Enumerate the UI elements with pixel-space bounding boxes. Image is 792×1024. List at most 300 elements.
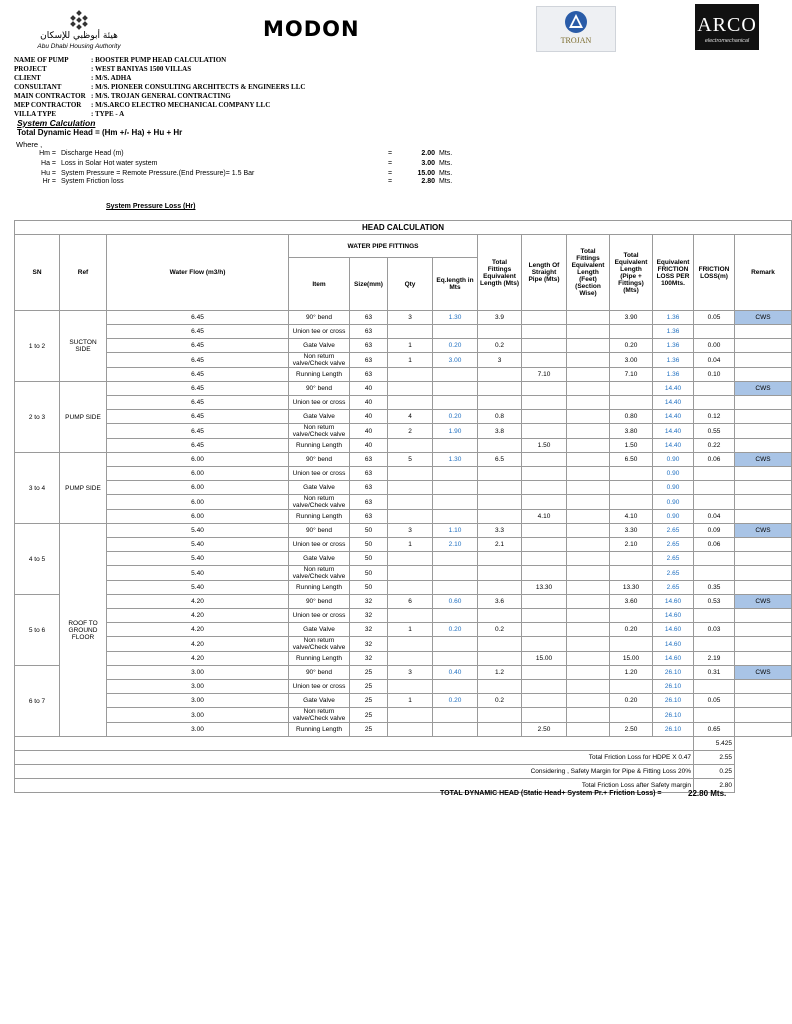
cell-size: 32 [350,652,388,666]
cell-total-fittings-feet [567,353,610,368]
cell-friction-loss: 0.09 [694,524,735,538]
cell-qty [388,609,433,623]
table-body [15,311,792,793]
cell-eq-length [433,566,478,581]
cell-size: 63 [350,481,388,495]
cell-total-fittings-feet [567,609,610,623]
cell-eq-length: 0.20 [433,694,478,708]
cell-qty: 4 [388,410,433,424]
cell-friction-per-100: 26.10 [653,680,694,694]
cell-size: 25 [350,708,388,723]
cell-total-eq-length: 1.20 [610,666,653,680]
cell-friction-loss [694,637,735,652]
cell-sn: 4 to 5 [15,524,60,595]
cell-remark: CWS [735,524,792,538]
info-row [14,56,305,65]
term-symbol: Hu = [41,170,56,177]
cell-friction-loss: 0.04 [694,510,735,524]
cell-friction-loss [694,325,735,339]
cell-water-flow: 6.45 [107,382,289,396]
cell-ref: PUMP SIDE [60,453,107,524]
info-value: : M/S. PIONEER CONSULTING ARCHITECTS & ENGINEERS LLC [91,83,306,91]
table-title: HEAD CALCULATION [15,221,792,235]
cell-qty: 3 [388,666,433,680]
cell-size: 32 [350,609,388,623]
cell-size: 40 [350,396,388,410]
info-key: NAME OF PUMP [14,56,69,64]
info-row [14,74,305,83]
cell-total-fittings-eq: 1.2 [478,666,522,680]
cell-item: 90° bend [289,311,350,325]
cell-item: Gate Valve [289,552,350,566]
cell-item: Non return valve/Check valve [289,353,350,368]
term-unit: Mts. [439,170,453,177]
cell-total-fittings-feet [567,410,610,424]
cell-item: Running Length [289,368,350,382]
cell-water-flow: 6.45 [107,311,289,325]
info-value: : M/S.ARCO ELECTRO MECHANICAL COMPANY LLC [91,101,271,109]
col-water-flow: Water Flow (m3/h) [107,235,289,311]
cell-eq-length [433,510,478,524]
cell-total-fittings-feet [567,481,610,495]
cell-friction-loss [694,708,735,723]
cell-eq-length [433,396,478,410]
cell-friction-per-100: 2.65 [653,538,694,552]
term-symbol: Hm = [39,150,56,157]
cell-size: 40 [350,439,388,453]
cell-eq-length [433,481,478,495]
cell-friction-loss [694,566,735,581]
summary-blank [735,779,792,793]
cell-item: Gate Valve [289,694,350,708]
cell-total-fittings-eq [478,723,522,737]
cell-item: Union tee or cross [289,538,350,552]
cell-eq-length [433,680,478,694]
cell-total-fittings-eq: 3.8 [478,424,522,439]
cell-total-eq-length [610,708,653,723]
cell-total-fittings-feet [567,581,610,595]
table-row [15,325,792,339]
cell-total-eq-length: 3.00 [610,353,653,368]
cell-eq-length [433,382,478,396]
cell-size: 50 [350,552,388,566]
cell-remark [735,652,792,666]
cell-straight-length: 7.10 [522,368,567,382]
term-unit: Mts. [439,160,453,167]
summary-blank [735,751,792,765]
cell-total-eq-length: 0.20 [610,694,653,708]
cell-item: Non return valve/Check valve [289,637,350,652]
cell-straight-length [522,680,567,694]
cell-friction-per-100: 14.40 [653,410,694,424]
cell-friction-per-100: 1.36 [653,311,694,325]
table-row [15,666,792,680]
cell-friction-loss: 0.53 [694,595,735,609]
summary-value: 2.80 [694,779,735,793]
cell-water-flow: 6.45 [107,424,289,439]
cell-water-flow: 3.00 [107,680,289,694]
cell-total-fittings-eq [478,439,522,453]
cell-friction-per-100: 0.90 [653,495,694,510]
term-equals: = [387,178,393,185]
info-value: : M/S. TROJAN GENERAL CONTRACTING [91,92,231,100]
cell-water-flow: 6.00 [107,495,289,510]
cell-straight-length [522,353,567,368]
cell-eq-length: 1.90 [433,424,478,439]
cell-straight-length [522,566,567,581]
cell-item: Gate Valve [289,339,350,353]
table-row [15,495,792,510]
adha-emblem-icon [64,10,94,32]
cell-total-fittings-eq: 3.3 [478,524,522,538]
cell-remark: CWS [735,595,792,609]
col-eq-length: Eq.length in Mts [433,258,478,311]
project-info [14,56,305,119]
cell-total-eq-length: 6.50 [610,453,653,467]
cell-straight-length [522,538,567,552]
cell-water-flow: 4.20 [107,637,289,652]
cell-size: 25 [350,723,388,737]
cell-qty [388,325,433,339]
cell-size: 63 [350,325,388,339]
arco-subtitle: electromechanical [704,38,750,44]
cell-size: 40 [350,424,388,439]
cell-size: 63 [350,311,388,325]
term-description: Loss in Solar Hot water system [61,160,158,167]
table-row [15,708,792,723]
cell-straight-length [522,396,567,410]
table-row [15,552,792,566]
cell-total-fittings-eq: 0.2 [478,339,522,353]
col-remark: Remark [735,235,792,311]
cell-water-flow: 4.20 [107,609,289,623]
cell-water-flow: 5.40 [107,581,289,595]
cell-total-fittings-feet [567,708,610,723]
cell-water-flow: 4.20 [107,652,289,666]
cell-friction-loss: 0.06 [694,538,735,552]
cell-total-fittings-feet [567,339,610,353]
cell-item: Non return valve/Check valve [289,495,350,510]
cell-item: Non return valve/Check valve [289,424,350,439]
trojan-logo [536,6,616,52]
cell-friction-per-100: 26.10 [653,694,694,708]
cell-water-flow: 6.45 [107,353,289,368]
cell-size: 63 [350,510,388,524]
cell-eq-length: 0.20 [433,339,478,353]
cell-eq-length: 0.20 [433,410,478,424]
tdh-formula: Total Dynamic Head = (Hm +/- Ha) + Hu + Hr [17,128,183,137]
table-row [15,581,792,595]
cell-qty: 3 [388,524,433,538]
cell-total-fittings-eq: 0.8 [478,410,522,424]
cell-total-eq-length: 3.80 [610,424,653,439]
cell-total-fittings-feet [567,368,610,382]
cell-straight-length [522,694,567,708]
info-key: MEP CONTRACTOR [14,101,82,109]
cell-friction-per-100: 14.60 [653,652,694,666]
cell-total-fittings-feet [567,311,610,325]
head-calculation-table [14,220,792,793]
term-value: 3.00 [421,160,435,167]
table-row [15,311,792,325]
info-row [14,92,305,101]
cell-total-fittings-eq [478,368,522,382]
cell-total-fittings-eq [478,495,522,510]
cell-total-eq-length [610,396,653,410]
cell-sn: 1 to 2 [15,311,60,382]
info-value: : TYPE - A [91,110,125,118]
cell-remark [735,368,792,382]
cell-remark: CWS [735,311,792,325]
col-friction-per-100: Equivalent FRICTION LOSS PER 100Mts. [653,235,694,311]
cell-qty: 1 [388,353,433,368]
cell-item: Non return valve/Check valve [289,566,350,581]
cell-straight-length [522,623,567,637]
cell-friction-loss [694,680,735,694]
cell-remark [735,609,792,623]
term-value: 2.80 [421,178,435,185]
cell-qty: 1 [388,623,433,637]
term-symbol: Ha = [41,160,56,167]
info-key: MAIN CONTRACTOR [14,92,86,100]
cell-total-fittings-eq [478,552,522,566]
cell-total-fittings-feet [567,723,610,737]
cell-friction-per-100: 14.60 [653,595,694,609]
cell-friction-per-100: 2.65 [653,566,694,581]
pressure-loss-title: System Pressure Loss (Hr) [106,203,196,210]
table-row [15,339,792,353]
summary-row [15,765,792,779]
cell-qty: 1 [388,339,433,353]
arco-logo [695,4,759,50]
cell-total-eq-length: 15.00 [610,652,653,666]
cell-friction-loss [694,552,735,566]
table-row [15,424,792,439]
cell-friction-per-100: 0.90 [653,510,694,524]
cell-total-eq-length: 0.20 [610,339,653,353]
cell-friction-per-100: 26.10 [653,666,694,680]
cell-remark [735,637,792,652]
system-calculation-title: System Calculation [17,118,96,128]
cell-water-flow: 4.20 [107,623,289,637]
adha-arabic-name: هيئة أبوظبي للإسكان [40,31,118,41]
cell-qty: 1 [388,694,433,708]
cell-water-flow: 3.00 [107,723,289,737]
cell-ref: ROOF TO GROUND FLOOR [60,524,107,737]
info-row [14,65,305,74]
cell-straight-length [522,467,567,481]
cell-friction-per-100: 14.40 [653,396,694,410]
cell-straight-length [522,382,567,396]
cell-total-eq-length [610,637,653,652]
cell-size: 63 [350,467,388,481]
cell-remark: CWS [735,453,792,467]
term-unit: Mts. [439,178,453,185]
cell-total-eq-length [610,382,653,396]
term-equals: = [387,160,393,167]
cell-water-flow: 5.40 [107,538,289,552]
col-water-pipe-fittings: WATER PIPE FITTINGS [289,235,478,258]
term-description: System Friction loss [61,178,124,185]
term-value: 2.00 [421,150,435,157]
cell-eq-length [433,439,478,453]
table-row [15,524,792,538]
cell-total-fittings-feet [567,623,610,637]
cell-friction-per-100: 26.10 [653,708,694,723]
table-row [15,609,792,623]
table-row [15,467,792,481]
cell-friction-loss: 0.00 [694,339,735,353]
cell-total-fittings-feet [567,424,610,439]
cell-straight-length [522,666,567,680]
cell-remark: CWS [735,382,792,396]
info-key: CLIENT [14,74,41,82]
cell-total-fittings-feet [567,694,610,708]
cell-qty [388,510,433,524]
cell-total-eq-length: 2.10 [610,538,653,552]
cell-friction-loss: 0.05 [694,694,735,708]
cell-friction-loss: 0.31 [694,666,735,680]
cell-item: Union tee or cross [289,325,350,339]
cell-remark [735,424,792,439]
info-key: VILLA TYPE [14,110,57,118]
cell-water-flow: 6.45 [107,439,289,453]
col-total-fittings-eq: Total Fittings Equivalent Length (Mts) [478,235,522,311]
cell-friction-per-100: 2.65 [653,524,694,538]
col-total-fittings-feet: Total Fittings Equivalent Length (Feet) (Section Wise) [567,235,610,311]
cell-friction-per-100: 0.90 [653,453,694,467]
cell-friction-loss: 0.04 [694,353,735,368]
cell-straight-length: 2.50 [522,723,567,737]
cell-total-eq-length [610,566,653,581]
table-row [15,637,792,652]
cell-item: Non return valve/Check valve [289,708,350,723]
cell-straight-length [522,609,567,623]
cell-total-eq-length: 3.30 [610,524,653,538]
cell-size: 40 [350,382,388,396]
cell-total-fittings-eq: 0.2 [478,694,522,708]
cell-total-fittings-feet [567,495,610,510]
cell-total-eq-length: 1.50 [610,439,653,453]
term-value: 15.00 [417,170,435,177]
cell-total-fittings-eq [478,637,522,652]
cell-total-eq-length [610,609,653,623]
cell-remark [735,510,792,524]
cell-total-fittings-eq [478,609,522,623]
cell-size: 25 [350,666,388,680]
cell-remark [735,680,792,694]
cell-qty: 5 [388,453,433,467]
cell-total-fittings-feet [567,453,610,467]
cell-total-fittings-feet [567,552,610,566]
cell-friction-loss [694,396,735,410]
table-row [15,410,792,424]
cell-total-eq-length: 13.30 [610,581,653,595]
table-row [15,723,792,737]
cell-friction-loss: 0.12 [694,410,735,424]
cell-total-fittings-eq [478,467,522,481]
table-row [15,566,792,581]
cell-size: 50 [350,538,388,552]
cell-friction-per-100: 14.40 [653,424,694,439]
table-row [15,595,792,609]
cell-qty: 3 [388,311,433,325]
cell-eq-length [433,652,478,666]
col-qty: Qty [388,258,433,311]
cell-sn: 6 to 7 [15,666,60,737]
info-value: : M/S. ADHA [91,74,132,82]
cell-total-fittings-feet [567,680,610,694]
cell-item: Running Length [289,581,350,595]
cell-water-flow: 5.40 [107,552,289,566]
summary-value: 2.55 [694,751,735,765]
cell-eq-length [433,495,478,510]
cell-remark [735,566,792,581]
cell-friction-per-100: 14.60 [653,623,694,637]
cell-item: Union tee or cross [289,609,350,623]
cell-qty [388,439,433,453]
cell-water-flow: 6.00 [107,481,289,495]
table-row [15,353,792,368]
cell-water-flow: 6.00 [107,467,289,481]
cell-water-flow: 3.00 [107,666,289,680]
cell-qty: 2 [388,424,433,439]
info-key: PROJECT [14,65,47,73]
cell-qty [388,723,433,737]
cell-water-flow: 6.45 [107,339,289,353]
cell-friction-per-100: 14.60 [653,637,694,652]
cell-total-fittings-eq [478,680,522,694]
cell-friction-loss [694,467,735,481]
total-dynamic-head-label: TOTAL DYNAMIC HEAD (Static Head+ System Pr.+ Friction Loss) = [440,790,662,797]
cell-friction-per-100: 0.90 [653,481,694,495]
cell-size: 25 [350,694,388,708]
cell-straight-length: 1.50 [522,439,567,453]
cell-qty: 1 [388,538,433,552]
adha-logo [24,10,134,50]
summary-label [15,737,694,751]
cell-straight-length [522,708,567,723]
cell-total-fittings-eq [478,510,522,524]
cell-eq-length: 0.20 [433,623,478,637]
cell-friction-per-100: 1.36 [653,353,694,368]
cell-ref: PUMP SIDE [60,382,107,453]
cell-total-fittings-eq: 2.1 [478,538,522,552]
cell-eq-length: 2.10 [433,538,478,552]
cell-remark [735,552,792,566]
modon-logo: MODON [263,17,360,41]
cell-remark [735,708,792,723]
cell-qty [388,581,433,595]
cell-friction-per-100: 2.65 [653,581,694,595]
cell-item: Union tee or cross [289,396,350,410]
cell-straight-length [522,339,567,353]
cell-friction-per-100: 1.36 [653,368,694,382]
trojan-name: TROJAN [560,36,592,45]
cell-qty [388,495,433,510]
cell-total-fittings-eq [478,396,522,410]
cell-total-eq-length [610,325,653,339]
cell-friction-per-100: 1.36 [653,339,694,353]
cell-straight-length: 15.00 [522,652,567,666]
cell-size: 32 [350,595,388,609]
cell-straight-length: 4.10 [522,510,567,524]
cell-total-fittings-feet [567,595,610,609]
cell-straight-length [522,637,567,652]
cell-total-fittings-eq: 3.9 [478,311,522,325]
cell-ref: SUCTON SIDE [60,311,107,382]
cell-sn: 3 to 4 [15,453,60,524]
